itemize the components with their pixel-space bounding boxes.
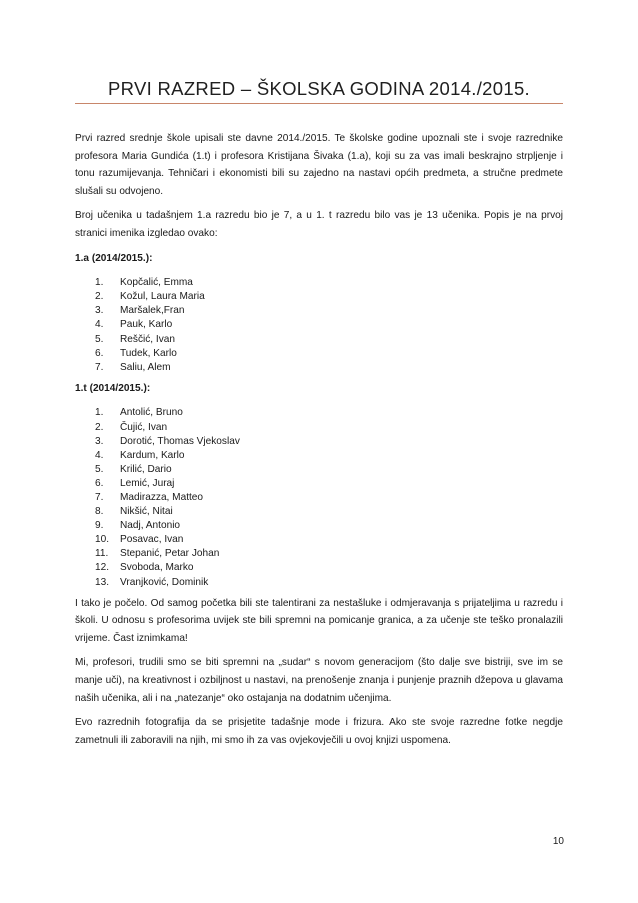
student-list-item [75, 491, 563, 505]
student-name: Svoboda, Marko [120, 562, 194, 574]
student-list-item [75, 406, 563, 420]
student-name: Posavac, Ivan [120, 534, 184, 546]
student-name: Kopčalić, Emma [120, 277, 193, 289]
student-name: Dorotić, Thomas Vjekoslav [120, 435, 240, 447]
student-list-item [75, 519, 563, 533]
student-number: 3. [95, 435, 104, 447]
student-number: 2. [95, 421, 104, 433]
student-name: Krilić, Dario [120, 463, 172, 475]
student-number: 1. [95, 407, 104, 419]
student-number: 9. [95, 520, 104, 532]
student-name: Kožul, Laura Maria [120, 291, 205, 303]
student-name: Lemić, Juraj [120, 477, 175, 489]
student-number: 6. [95, 477, 104, 489]
student-number: 5. [95, 463, 104, 475]
student-list-item [75, 361, 563, 375]
student-list-item [75, 276, 563, 290]
student-list-item [75, 463, 563, 477]
student-number: 11. [95, 548, 109, 560]
page-title: PRVI RAZRED – ŠKOLSKA GODINA 2014./2015. [108, 78, 530, 99]
student-number: 4. [95, 449, 104, 461]
student-name: Nikšić, Nitai [120, 506, 173, 518]
student-number: 2. [95, 291, 104, 303]
document-body [75, 130, 563, 756]
student-name: Antolić, Bruno [120, 407, 183, 419]
intro-paragraph: Broj učenika u tadašnjem 1.a razredu bio je 7, a u 1. t razredu bilo vas je 13 učenika. Popis je na prvoj stranici imenika izgledao ovako: [75, 210, 563, 239]
student-name: Reščić, Ivan [120, 333, 175, 345]
student-list-item [75, 435, 563, 449]
student-number: 5. [95, 333, 104, 345]
student-name: Madirazza, Matteo [120, 491, 204, 503]
student-name: Saliu, Alem [120, 361, 171, 373]
student-name: Nadj, Antonio [120, 520, 181, 532]
student-name: Vranjković, Dominik [120, 576, 209, 588]
student-list-item [75, 477, 563, 491]
class-a-heading: 1.a (2014/2015.): [75, 252, 153, 264]
student-number: 7. [95, 491, 104, 503]
student-list-item [75, 449, 563, 463]
student-list-item [75, 533, 563, 547]
student-number: 4. [95, 319, 104, 331]
outro-paragraph: Mi, profesori, trudili smo se biti spremni na „sudar“ s novom generacijom (što dalje sve bistriji, sve im se manje uči), na kreativnost i ozbiljnost u nastavi, na prenošenje znanja i punjenje praznih džepova u glavama naših učenika, ali i na „natezanje“ oko ostajanja na dodatnim učenjima. [75, 657, 563, 704]
student-name: Pauk, Karlo [120, 319, 173, 331]
student-name: Kardum, Karlo [120, 449, 185, 461]
intro-paragraph: Prvi razred srednje škole upisali ste davne 2014./2015. Te školske godine upoznali ste i svoje razrednike profesora Maria Gundića (1.t) i profesora Kristijana Šivaka (1.a), koji su za vas imali beskrajno strpljenje i tonu razumijevanja. Tehničari i ekonomisti bili su zajedno na nastavi općih predmeta, a stručne predmete slušali su odvojeno. [75, 133, 563, 197]
student-list-item [75, 347, 563, 361]
outro-paragraph: Evo razrednih fotografija da se prisjetite tadašnje mode i frizura. Ako ste svoje razredne fotke negdje zametnuli ili zaboravili na njih, mi smo ih za vas ovjekovječili u ovoj knjizi uspomena. [75, 717, 563, 746]
student-list-item [75, 421, 563, 435]
student-list-item [75, 318, 563, 332]
student-list-item [75, 561, 563, 575]
page-number: 10 [552, 836, 564, 847]
student-number: 13. [95, 576, 110, 588]
class-a-student-list [75, 276, 563, 375]
outro-paragraph: I tako je počelo. Od samog početka bili ste talentirani za nestašluke i odmjeravanja s prijateljima u razredu i školi. U odnosu s profesorima uvijek ste bili spremni na pomicanje granica, a za učenje ste teško pronalazili vrijeme. Čast iznimkama! [75, 597, 563, 644]
student-name: Stepanić, Petar Johan [120, 548, 220, 560]
student-list-item [75, 304, 563, 318]
student-number: 7. [95, 361, 104, 373]
student-number: 1. [95, 277, 104, 289]
student-name: Čujić, Ivan [120, 421, 168, 433]
student-number: 3. [95, 305, 104, 317]
student-list-item [75, 505, 563, 519]
student-name: Maršalek,Fran [120, 305, 185, 317]
title-underline [75, 103, 563, 104]
student-number: 8. [95, 506, 104, 518]
student-list-item [75, 333, 563, 347]
student-number: 12. [95, 562, 110, 574]
student-list-item [75, 576, 563, 590]
student-list-item [75, 290, 563, 304]
student-number: 6. [95, 347, 104, 359]
student-name: Tudek, Karlo [120, 347, 177, 359]
student-number: 10. [95, 534, 110, 546]
student-list-item [75, 547, 563, 561]
class-t-student-list [75, 406, 563, 589]
class-t-heading: 1.t (2014/2015.): [75, 382, 151, 394]
